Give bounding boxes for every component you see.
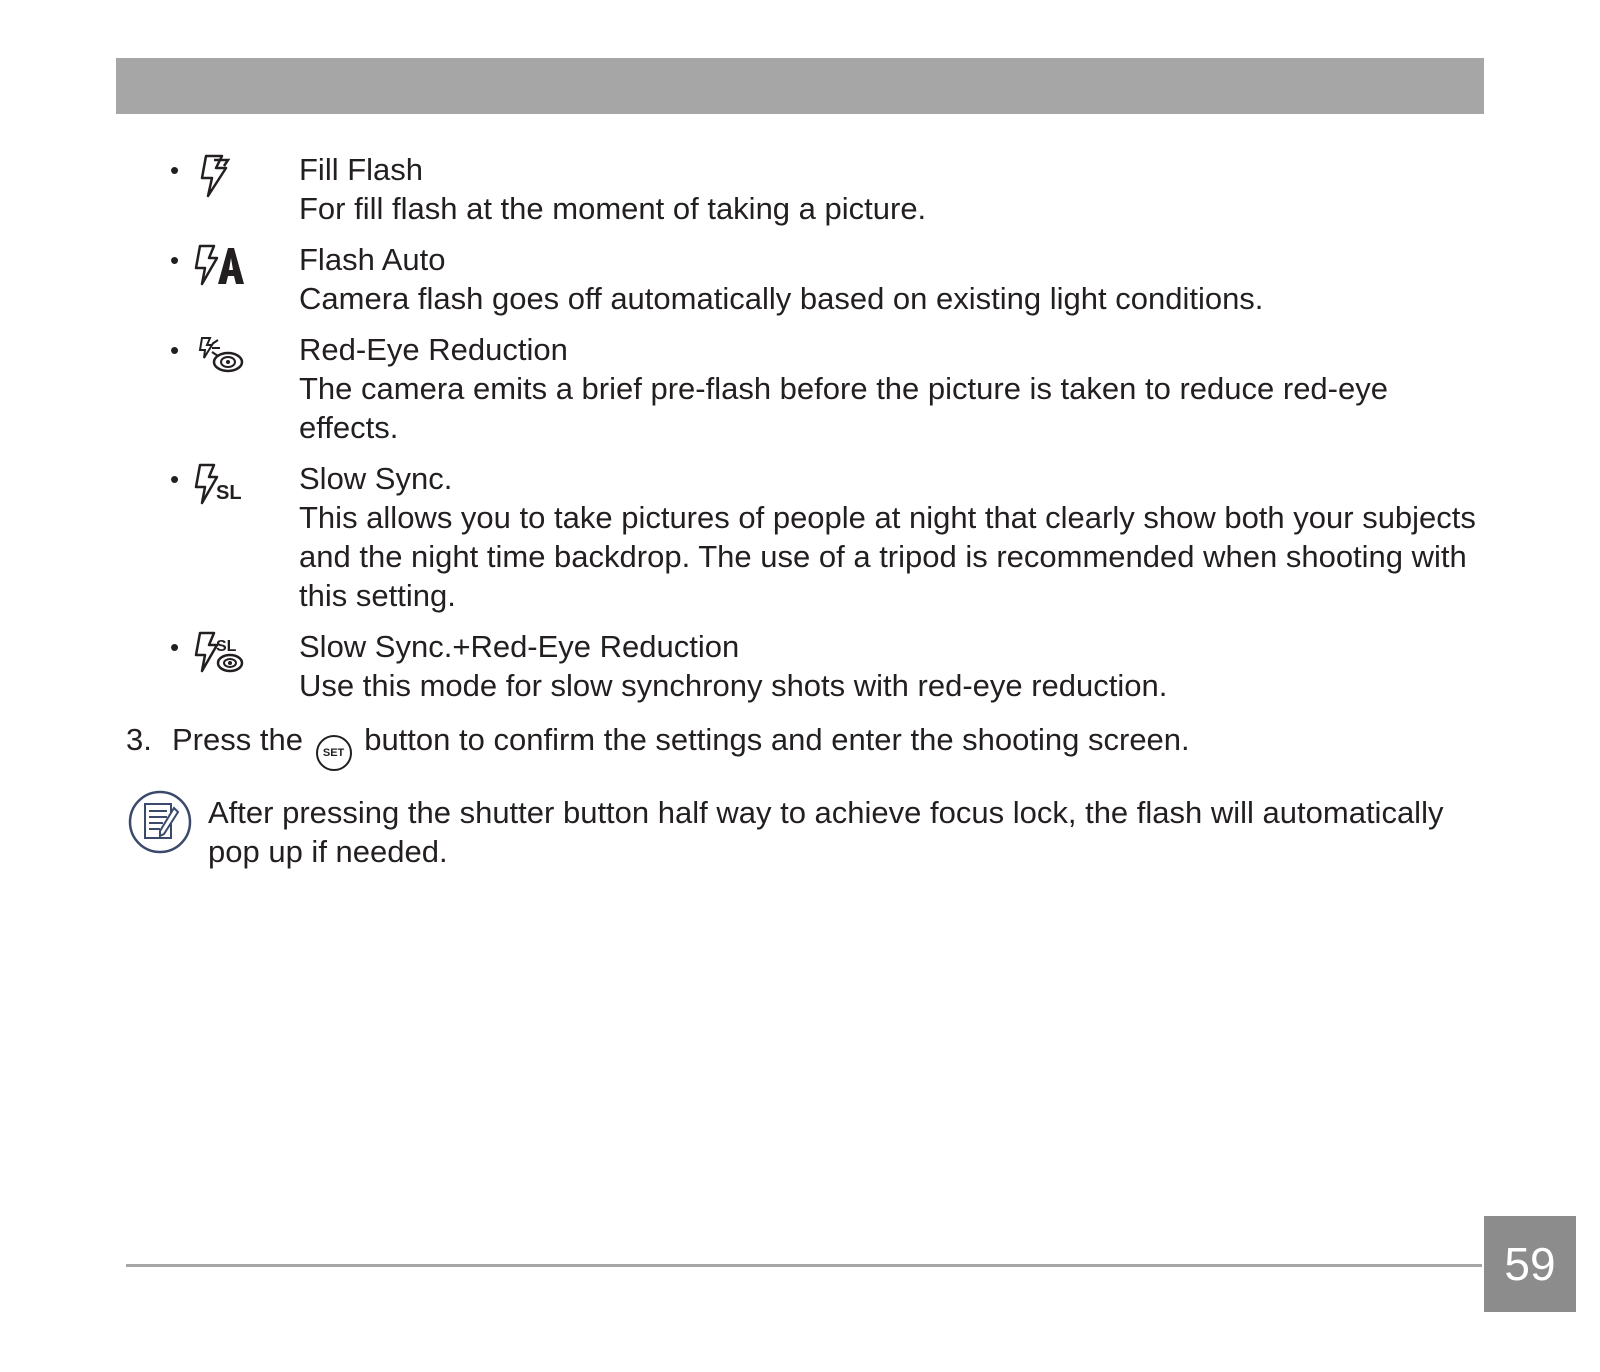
svg-text:SL: SL	[216, 638, 237, 655]
bullet: •	[170, 632, 180, 662]
step-text-after: button to confirm the settings and enter the shooting screen.	[364, 722, 1190, 757]
flash-auto-icon	[192, 242, 254, 294]
mode-description: This allows you to take pictures of people at night that clearly show both your subjects and the night time backdrop. The use of a tripod is recommended when shooting with this setting.	[299, 500, 1476, 613]
red-eye-reduction-icon	[192, 332, 254, 384]
bullet: •	[170, 155, 180, 185]
page-number: 59	[1484, 1216, 1576, 1312]
mode-title: Red-Eye Reduction	[299, 332, 568, 367]
mode-title: Slow Sync.+Red-Eye Reduction	[299, 629, 740, 664]
mode-description: The camera emits a brief pre-flash before the picture is taken to reduce red-eye effects.	[299, 371, 1388, 445]
step-text-before: Press the	[172, 722, 303, 757]
slow-sync-icon	[192, 461, 254, 513]
set-button-icon: SET	[316, 735, 352, 771]
mode-description: For fill flash at the moment of taking a picture.	[299, 191, 927, 226]
mode-title: Flash Auto	[299, 242, 446, 277]
list-item	[0, 330, 1600, 447]
step-number: 3.	[126, 722, 152, 757]
list-item	[0, 240, 1600, 318]
footer-line	[126, 1264, 1482, 1267]
list-item	[0, 150, 1600, 228]
step-3	[126, 720, 1190, 771]
note-text: After pressing the shutter button half way to achieve focus lock, the flash will automatically pop up if needed.	[208, 795, 1444, 869]
flash-mode-list	[0, 150, 1600, 717]
list-item	[0, 459, 1600, 615]
mode-title: Fill Flash	[299, 152, 424, 187]
fill-flash-icon	[192, 152, 254, 204]
bullet: •	[170, 464, 180, 494]
note-icon	[128, 790, 192, 854]
mode-description: Camera flash goes off automatically based on existing light conditions.	[299, 281, 1264, 316]
svg-text:SL: SL	[216, 482, 242, 504]
bullet: •	[170, 335, 180, 365]
list-item	[0, 627, 1600, 705]
mode-description: Use this mode for slow synchrony shots with red-eye reduction.	[299, 668, 1168, 703]
mode-title: Slow Sync.	[299, 461, 453, 496]
header-bar	[116, 58, 1484, 114]
slow-sync-red-eye-icon	[192, 629, 254, 681]
bullet: •	[170, 245, 180, 275]
